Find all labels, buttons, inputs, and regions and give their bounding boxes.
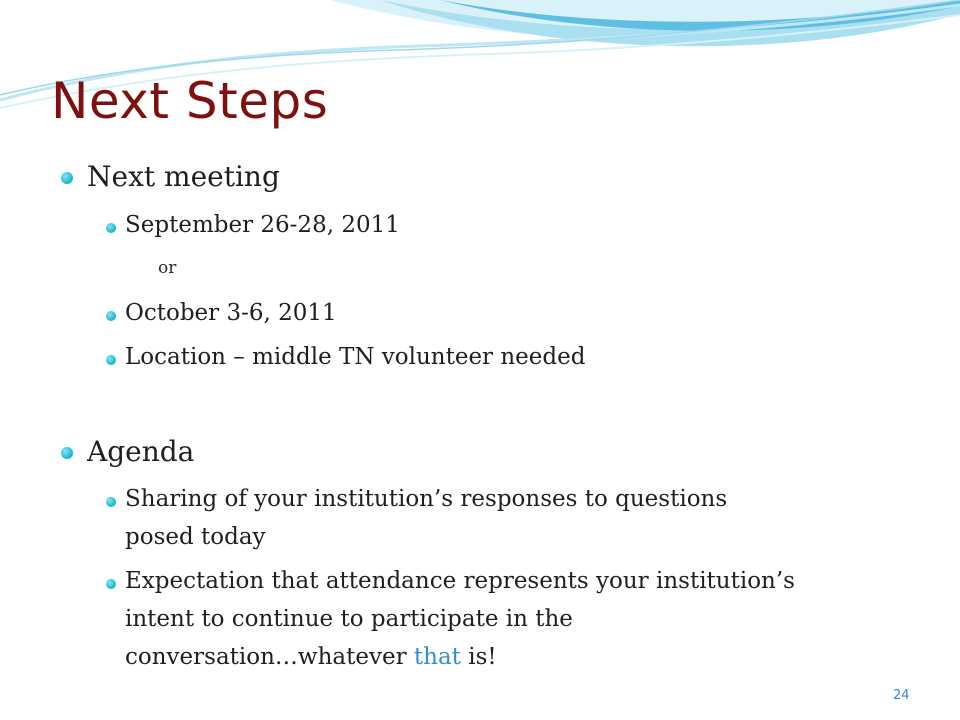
bullet-dot <box>61 172 73 184</box>
page-number: 24 <box>893 688 910 703</box>
slide-title: Next Steps <box>51 72 329 130</box>
agenda-item-1-line-1: Sharing of your institution’s responses to questions <box>125 486 728 512</box>
agenda-item-1-line-2: posed today <box>125 524 266 550</box>
bullet-next-meeting: Next meeting <box>87 160 280 193</box>
meeting-date-option-2: October 3-6, 2011 <box>125 300 337 326</box>
meeting-date-option-1: September 26-28, 2011 <box>125 212 400 238</box>
meeting-location: Location – middle TN volunteer needed <box>125 344 586 370</box>
highlighted-word: that <box>413 644 461 670</box>
bullet-dot <box>106 497 116 507</box>
agenda-text-post: is! <box>460 644 497 670</box>
agenda-item-2-line-3 <box>125 644 497 670</box>
bullet-dot <box>106 223 116 233</box>
or-connector: or <box>158 258 177 278</box>
agenda-item-2-line-1: Expectation that attendance represents your institution’s <box>125 568 795 594</box>
bullet-dot <box>61 447 73 459</box>
agenda-text-pre: conversation…whatever <box>125 644 414 670</box>
bullet-agenda: Agenda <box>87 435 195 468</box>
bullet-dot <box>106 355 116 365</box>
agenda-item-2-line-2: intent to continue to participate in the <box>125 606 573 632</box>
bullet-dot <box>106 311 116 321</box>
bullet-dot <box>106 579 116 589</box>
